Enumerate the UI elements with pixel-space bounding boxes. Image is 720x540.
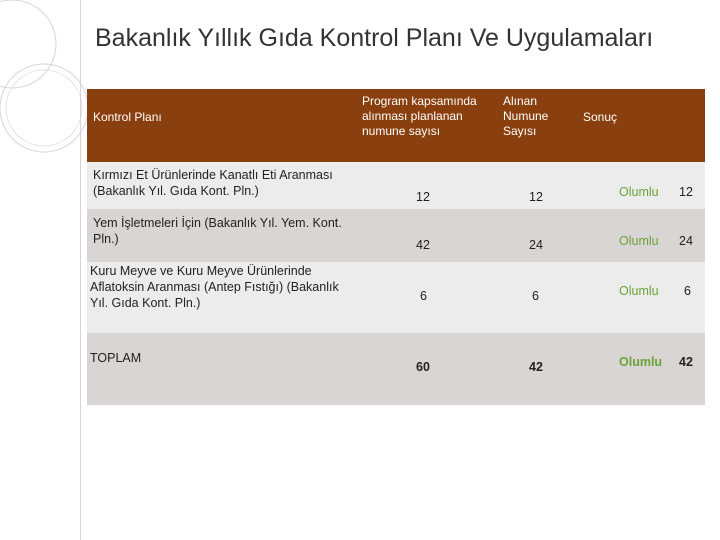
row-label: Kuru Meyve ve Kuru Meyve Ürünlerinde Aflatoksin Aranması (Antep Fıstığı) (Bakanlık Yıl. Gıda Kont. Pln.) bbox=[90, 264, 339, 310]
row-label: Yem İşletmeleri İçin (Bakanlık Yıl. Yem. Kont. Pln.) bbox=[93, 216, 342, 246]
header-sonuc: Sonuç bbox=[583, 110, 618, 124]
table-row bbox=[87, 333, 705, 405]
header-program: Program kapsamında alınması planlanan numune sayısı bbox=[362, 94, 477, 138]
planned-count: 6 bbox=[420, 289, 427, 303]
taken-count: 6 bbox=[532, 289, 539, 303]
header-alinan-numune: Alınan Numune Sayısı bbox=[503, 94, 549, 138]
decorative-vertical-line bbox=[80, 0, 81, 540]
row-label: TOPLAM bbox=[90, 351, 142, 365]
result-count: 42 bbox=[679, 355, 693, 369]
taken-count: 12 bbox=[529, 190, 543, 204]
planned-count: 12 bbox=[416, 190, 430, 204]
table-row bbox=[87, 209, 705, 262]
result-count: 6 bbox=[684, 284, 691, 298]
slide-title: Bakanlık Yıllık Gıda Kontrol Planı Ve Uygulamaları bbox=[95, 24, 654, 52]
result-status: Olumlu bbox=[619, 234, 659, 248]
table-row bbox=[87, 162, 705, 209]
row-label: Kırmızı Et Ürünlerinde Kanatlı Eti Aranması (Bakanlık Yıl. Gıda Kont. Pln.) bbox=[93, 168, 333, 198]
control-plan-table bbox=[87, 89, 705, 405]
planned-count: 42 bbox=[416, 238, 430, 252]
result-status: Olumlu bbox=[619, 284, 659, 298]
result-count: 12 bbox=[679, 185, 693, 199]
planned-count: 60 bbox=[416, 360, 430, 374]
table-row bbox=[87, 262, 705, 333]
table-header-row bbox=[87, 89, 705, 162]
header-kontrol-plani: Kontrol Planı bbox=[93, 110, 162, 124]
result-status: Olumlu bbox=[619, 355, 663, 369]
result-status: Olumlu bbox=[619, 185, 659, 199]
result-count: 24 bbox=[679, 234, 693, 248]
taken-count: 24 bbox=[529, 238, 543, 252]
taken-count: 42 bbox=[529, 360, 543, 374]
